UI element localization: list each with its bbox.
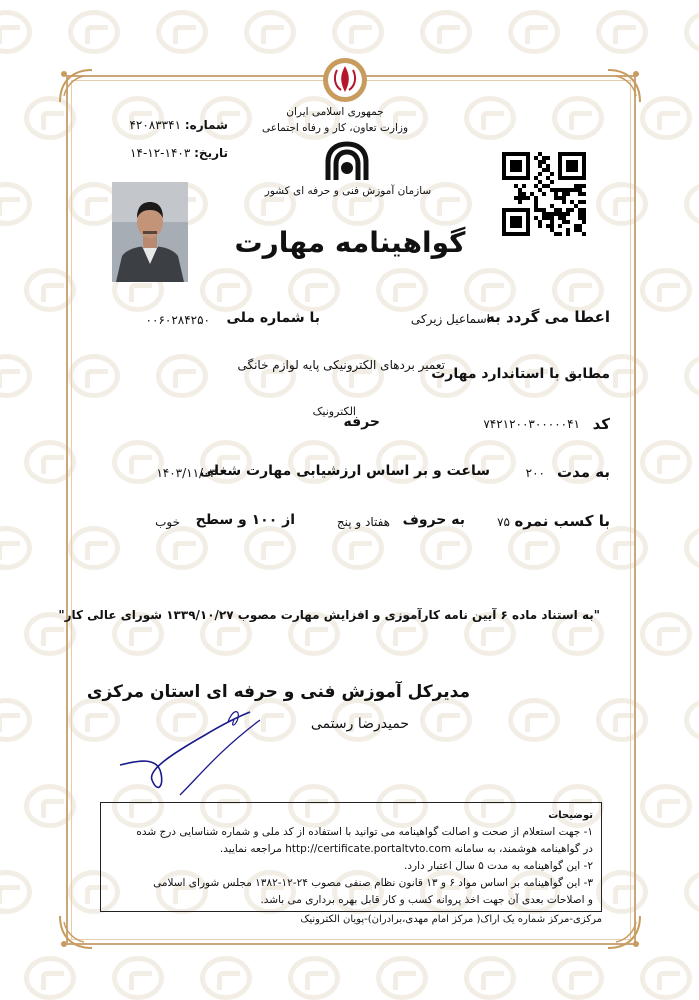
corner-ornament-icon: [604, 66, 644, 106]
duration-label: به مدت: [557, 463, 610, 481]
notes-line: ۳- این گواهینامه بر اساس مواد ۶ و ۱۳ قانون نظام صنفی مصوب ۲۴-۱۲-۱۳۸۲ مجلس شورای اسلامی: [153, 877, 593, 889]
watermark-tile: [640, 268, 692, 312]
certificate-title: گواهینامه مهارت: [234, 226, 466, 259]
iran-emblem-icon: [321, 56, 369, 104]
watermark-tile: [684, 182, 699, 226]
watermark-tile: [0, 10, 32, 54]
watermark-tile: [200, 956, 252, 1000]
watermark-tile: [288, 956, 340, 1000]
government-line: جمهوری اسلامی ایران: [286, 106, 384, 118]
notes-line: ۱- جهت استعلام از صحت و اصالت گواهینامه می توانید با استفاده از کد ملی و شماره شناسایی درج شده: [136, 826, 593, 838]
code-label: کد: [592, 415, 610, 433]
watermark-tile: [684, 870, 699, 914]
awarded-label: اعطا می گردد به: [486, 308, 610, 326]
watermark-tile: [24, 956, 76, 1000]
watermark-tile: [0, 182, 32, 226]
watermark-tile: [684, 698, 699, 742]
evaluation-date: ۱۴۰۳/۱۱/۰۳: [156, 466, 216, 480]
watermark-tile: [112, 956, 164, 1000]
watermark-tile: [684, 10, 699, 54]
certificate-date: [100, 146, 228, 160]
watermark-tile: [0, 526, 32, 570]
watermark-tile: [332, 10, 384, 54]
watermark-tile: [0, 698, 32, 742]
watermark-tile: [640, 440, 692, 484]
notes-line: و اصلاحات بعدی آن جهت اخذ پروانه کسب و کار قابل بهره برداری می باشد.: [260, 894, 593, 906]
holder-photo: [112, 182, 188, 282]
standard-value: تعمیر بردهای الکترونیکی پایه لوازم خانگی: [237, 358, 445, 372]
signature-mark-icon: [110, 700, 280, 800]
date-label: تاریخ:: [194, 146, 228, 160]
watermark-tile: [640, 784, 692, 828]
notes-line: در گواهینامه هوشمند، به سامانه http://certificate.portaltvto.com مراجعه نمایید.: [219, 843, 593, 855]
holder-name: اسماعیل زیرکی: [410, 312, 490, 326]
watermark-tile: [464, 956, 516, 1000]
standard-label: مطابق با استاندارد مهارت: [431, 366, 610, 382]
notes-heading: توضیحات: [548, 810, 593, 821]
national-id-value: ۰۰۶۰۲۸۴۲۵۰: [145, 313, 210, 327]
notes-box: [100, 802, 602, 912]
level-label: از ۱۰۰ و سطح: [195, 512, 295, 528]
watermark-tile: [640, 612, 692, 656]
trade-label: حرفه: [343, 414, 380, 430]
watermark-tile: [596, 10, 648, 54]
watermark-tile: [420, 10, 472, 54]
regulation-statement: "به استناد ماده ۶ آیین نامه کارآموزی و افزایش مهارت مصوب ۱۳۳۹/۱۰/۲۷ شورای عالی کار": [58, 608, 600, 622]
corner-ornament-icon: [56, 66, 96, 106]
hours-label: ساعت و بر اساس ارزشیابی مهارت شغلی: [199, 463, 490, 479]
code-value: ۷۴۲۱۲۰۰۳۰۰۰۰۰۴۱: [483, 417, 580, 431]
number-label: شماره:: [184, 118, 228, 132]
organization-name: سازمان آموزش فنی و حرفه ای کشور: [264, 185, 432, 197]
notes-line: ۲- این گواهینامه به مدت ۵ سال اعتبار دارد.: [404, 860, 593, 872]
watermark-tile: [684, 526, 699, 570]
watermark-tile: [508, 10, 560, 54]
certificate-number: [108, 118, 228, 132]
director-title: مدیرکل آموزش فنی و حرفه ای استان مرکزی: [86, 682, 470, 702]
watermark-tile: [552, 956, 604, 1000]
trade-value: الکترونیک: [312, 405, 356, 418]
date-value: ۱۴۰۳-۱۲-۱۴: [130, 146, 191, 160]
national-id-label: با شماره ملی: [226, 310, 320, 326]
corner-ornament-icon: [56, 912, 96, 952]
watermark-tile: [684, 354, 699, 398]
tvto-logo-icon: [322, 140, 372, 184]
director-name: حمیدرضا رستمی: [310, 716, 410, 732]
level-value: خوب: [155, 515, 180, 529]
watermark-tile: [640, 956, 692, 1000]
letters-value: هفتاد و پنج: [336, 515, 390, 529]
watermark-tile: [376, 956, 428, 1000]
number-value: ۴۲۰۸۳۳۴۱: [129, 118, 182, 132]
corner-ornament-icon: [604, 912, 644, 952]
ministry-line: وزارت تعاون، کار و رفاه اجتماعی: [261, 122, 409, 134]
score-label: با کسب نمره: [514, 512, 610, 530]
letters-label: به حروف: [402, 512, 465, 528]
watermark-tile: [0, 354, 32, 398]
watermark-tile: [640, 96, 692, 140]
qr-code: [502, 152, 586, 236]
duration-value: ۲۰۰: [525, 466, 545, 480]
watermark-tile: [68, 10, 120, 54]
score-value: ۷۵: [497, 515, 510, 529]
issuing-center: مرکزی-مرکز شماره یک اراک( مرکز امام مهدی،برادران)-پویان الکترونیک: [300, 914, 602, 925]
watermark-tile: [244, 10, 296, 54]
watermark-tile: [156, 10, 208, 54]
watermark-tile: [0, 870, 32, 914]
